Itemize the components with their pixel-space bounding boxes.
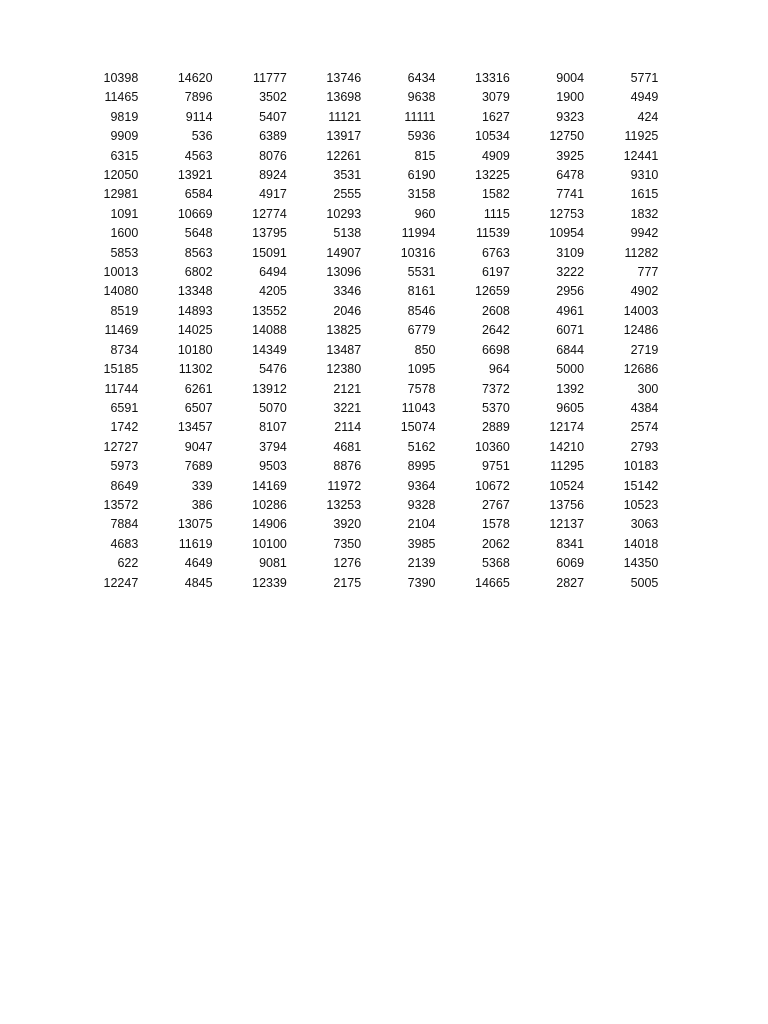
table-cell[interactable]: 11111 xyxy=(404,109,436,124)
table-row xyxy=(64,515,658,534)
table-cell[interactable]: 13825 xyxy=(326,323,362,338)
table-cell[interactable]: 2889 xyxy=(481,420,510,435)
table-cell[interactable]: 8161 xyxy=(407,284,436,299)
table-cell[interactable]: 1600 xyxy=(110,226,139,241)
table-cell[interactable]: 2139 xyxy=(407,556,436,571)
table-cell[interactable]: 9942 xyxy=(630,226,659,241)
table-cell[interactable]: 10954 xyxy=(549,226,585,241)
table-cell[interactable]: 8876 xyxy=(333,459,362,474)
table-cell[interactable]: 11744 xyxy=(104,381,139,396)
table-cell[interactable]: 11121 xyxy=(328,109,362,124)
table-cell[interactable]: 5531 xyxy=(407,265,436,280)
table-cell[interactable]: 536 xyxy=(191,129,213,144)
table-cell[interactable]: 6584 xyxy=(184,187,213,202)
table-cell[interactable]: 9114 xyxy=(185,109,213,124)
table-cell[interactable]: 13746 xyxy=(326,71,362,85)
table-cell[interactable]: 9751 xyxy=(481,459,510,474)
table-cell[interactable]: 12659 xyxy=(475,284,510,299)
table-cell[interactable]: 6591 xyxy=(110,400,139,415)
table-cell[interactable]: 10316 xyxy=(400,245,436,260)
table-cell[interactable]: 7350 xyxy=(333,536,362,551)
table-cell[interactable]: 2827 xyxy=(556,575,585,590)
table-cell[interactable]: 11295 xyxy=(550,459,585,474)
table-cell[interactable]: 8519 xyxy=(110,303,139,318)
table-cell[interactable]: 3221 xyxy=(333,400,362,415)
table-cell[interactable]: 4845 xyxy=(184,575,213,590)
table-cell[interactable]: 850 xyxy=(414,342,436,357)
table-row xyxy=(64,360,658,379)
table-cell[interactable]: 8076 xyxy=(259,148,287,163)
table-row xyxy=(64,321,658,340)
table-cell[interactable]: 11282 xyxy=(624,245,659,260)
table-row xyxy=(64,263,658,282)
table-cell[interactable]: 12380 xyxy=(326,362,362,377)
table-cell[interactable]: 386 xyxy=(191,497,213,512)
table-cell[interactable]: 6197 xyxy=(481,265,510,280)
table-cell[interactable]: 6069 xyxy=(556,556,585,571)
table-cell[interactable]: 12339 xyxy=(252,575,287,590)
table-cell[interactable]: 4902 xyxy=(630,284,659,299)
table-cell[interactable]: 14169 xyxy=(252,478,287,493)
table-cell[interactable]: 7884 xyxy=(110,517,139,532)
table-cell[interactable]: 3531 xyxy=(333,168,362,183)
table-cell[interactable]: 10672 xyxy=(475,478,510,493)
table-cell[interactable]: 9909 xyxy=(110,129,139,144)
table-cell[interactable]: 3794 xyxy=(259,439,287,454)
table-cell[interactable]: 9328 xyxy=(407,497,436,512)
table-cell[interactable]: 12753 xyxy=(549,206,585,221)
table-cell[interactable]: 11925 xyxy=(624,129,659,144)
table-row xyxy=(64,205,658,224)
table-cell[interactable]: 11465 xyxy=(104,90,139,105)
table-cell[interactable]: 6494 xyxy=(259,265,287,280)
table-cell[interactable]: 6507 xyxy=(184,400,213,415)
table-cell[interactable]: 8924 xyxy=(259,168,287,183)
table-row xyxy=(64,477,658,496)
table-cell[interactable]: 4681 xyxy=(333,439,362,454)
table-row xyxy=(64,224,658,243)
table-cell[interactable]: 14349 xyxy=(252,342,287,357)
table-cell[interactable]: 4917 xyxy=(259,187,287,202)
table-cell[interactable]: 3109 xyxy=(556,245,585,260)
table-cell[interactable]: 12686 xyxy=(623,362,659,377)
table-cell[interactable]: 12137 xyxy=(549,517,585,532)
table-cell[interactable]: 13225 xyxy=(475,168,510,183)
table-cell[interactable]: 5005 xyxy=(630,575,659,590)
table-cell[interactable]: 12050 xyxy=(103,168,139,183)
table-cell[interactable]: 13457 xyxy=(177,420,213,435)
table-cell[interactable]: 2642 xyxy=(481,323,510,338)
table-cell[interactable]: 13698 xyxy=(326,90,362,105)
table-cell[interactable]: 2175 xyxy=(333,575,362,590)
table-cell[interactable]: 11619 xyxy=(178,536,213,551)
table-cell[interactable]: 8649 xyxy=(110,478,139,493)
table-cell[interactable]: 15185 xyxy=(103,362,139,377)
table-cell[interactable]: 11043 xyxy=(401,400,436,415)
table-cell[interactable]: 14906 xyxy=(252,517,287,532)
table-cell[interactable]: 11469 xyxy=(104,323,139,338)
table-cell[interactable]: 5771 xyxy=(630,71,659,85)
table-cell[interactable]: 9503 xyxy=(259,459,287,474)
table-cell[interactable]: 6434 xyxy=(407,71,436,85)
table-cell[interactable]: 12981 xyxy=(103,187,139,202)
table-cell[interactable]: 5370 xyxy=(481,400,510,415)
table-cell[interactable]: 14025 xyxy=(177,323,213,338)
table-cell[interactable]: 9819 xyxy=(110,109,139,124)
table-cell[interactable]: 6698 xyxy=(481,342,510,357)
table-cell[interactable]: 8995 xyxy=(407,459,436,474)
table-row xyxy=(64,554,658,573)
table-cell[interactable]: 5936 xyxy=(407,129,436,144)
table-cell[interactable]: 2767 xyxy=(481,497,510,512)
table-cell[interactable]: 10669 xyxy=(177,206,213,221)
table-cell[interactable]: 3063 xyxy=(630,517,659,532)
table-cell[interactable]: 6844 xyxy=(556,342,585,357)
table-cell[interactable]: 10183 xyxy=(623,459,659,474)
table-row xyxy=(64,302,658,321)
table-cell[interactable]: 2719 xyxy=(630,342,659,357)
table-cell[interactable]: 1582 xyxy=(481,187,510,202)
table-cell[interactable]: 14665 xyxy=(475,575,510,590)
table-cell[interactable]: 3079 xyxy=(481,90,510,105)
table-cell[interactable]: 4563 xyxy=(184,148,213,163)
table-cell[interactable]: 1578 xyxy=(481,517,510,532)
table-cell[interactable]: 7741 xyxy=(556,187,585,202)
table-cell[interactable]: 9081 xyxy=(259,556,287,571)
table-cell[interactable]: 3502 xyxy=(259,90,287,105)
table-cell[interactable]: 10360 xyxy=(475,439,510,454)
table-cell[interactable]: 11539 xyxy=(475,226,510,241)
table-cell[interactable]: 5476 xyxy=(259,362,287,377)
table-cell[interactable]: 815 xyxy=(414,148,436,163)
table-cell[interactable]: 13795 xyxy=(252,226,287,241)
table-row xyxy=(64,457,658,476)
table-cell[interactable]: 4384 xyxy=(630,400,659,415)
table-cell[interactable]: 14018 xyxy=(623,536,659,551)
table-cell[interactable]: 12727 xyxy=(103,439,139,454)
table-row xyxy=(64,166,658,185)
table-cell[interactable]: 8734 xyxy=(110,342,139,357)
table-cell[interactable]: 339 xyxy=(191,478,213,493)
table-cell[interactable]: 6478 xyxy=(556,168,585,183)
table-cell[interactable]: 3920 xyxy=(333,517,362,532)
table-cell[interactable]: 3222 xyxy=(556,265,585,280)
table-cell[interactable]: 5000 xyxy=(556,362,585,377)
table-cell[interactable]: 424 xyxy=(637,109,659,124)
table-cell[interactable]: 3158 xyxy=(407,187,436,202)
table-cell[interactable]: 12247 xyxy=(103,575,139,590)
table-cell[interactable]: 7896 xyxy=(184,90,213,105)
table-cell[interactable]: 10293 xyxy=(326,206,362,221)
table-cell[interactable]: 964 xyxy=(488,362,510,377)
table-cell[interactable]: 9323 xyxy=(556,109,585,124)
table-cell[interactable]: 13917 xyxy=(326,129,362,144)
table-cell[interactable]: 5368 xyxy=(481,556,510,571)
table-cell[interactable]: 11972 xyxy=(327,478,362,493)
table-cell[interactable]: 2555 xyxy=(333,187,362,202)
table-row xyxy=(64,418,658,437)
table-cell[interactable]: 1615 xyxy=(630,187,659,202)
table-cell[interactable]: 8546 xyxy=(407,303,436,318)
table-cell[interactable]: 1095 xyxy=(407,362,436,377)
table-row xyxy=(64,438,658,457)
number-grid xyxy=(64,69,658,593)
table-cell[interactable]: 6190 xyxy=(407,168,436,183)
table-cell[interactable]: 9364 xyxy=(407,478,436,493)
table-cell[interactable]: 6389 xyxy=(259,129,287,144)
table-cell[interactable]: 13912 xyxy=(252,381,287,396)
table-cell[interactable]: 4649 xyxy=(184,556,213,571)
table-cell[interactable]: 3925 xyxy=(556,148,585,163)
table-cell[interactable]: 6779 xyxy=(407,323,436,338)
table-cell[interactable]: 300 xyxy=(637,381,659,396)
table-cell[interactable]: 14620 xyxy=(177,71,213,85)
table-row xyxy=(64,535,658,554)
table-cell[interactable]: 2114 xyxy=(334,420,362,435)
table-cell[interactable]: 9638 xyxy=(407,90,436,105)
table-cell[interactable]: 1627 xyxy=(481,109,510,124)
table-cell[interactable]: 11777 xyxy=(253,71,287,85)
table-cell[interactable]: 10180 xyxy=(177,342,213,357)
table-cell[interactable]: 2121 xyxy=(333,381,362,396)
table-cell[interactable]: 4909 xyxy=(481,148,510,163)
table-cell[interactable]: 7372 xyxy=(481,381,510,396)
table-cell[interactable]: 6802 xyxy=(184,265,213,280)
table-cell[interactable]: 5138 xyxy=(333,226,362,241)
table-cell[interactable]: 7578 xyxy=(407,381,436,396)
table-row xyxy=(64,341,658,360)
table-cell[interactable]: 1832 xyxy=(630,206,659,221)
table-cell[interactable]: 15091 xyxy=(252,245,287,260)
table-cell[interactable]: 12174 xyxy=(549,420,585,435)
table-cell[interactable]: 8341 xyxy=(556,536,585,551)
table-cell[interactable]: 14907 xyxy=(326,245,362,260)
table-row xyxy=(64,244,658,263)
table-cell[interactable]: 5973 xyxy=(110,459,139,474)
table-cell[interactable]: 12441 xyxy=(623,148,659,163)
table-cell[interactable]: 4949 xyxy=(630,90,659,105)
table-cell[interactable]: 10534 xyxy=(475,129,510,144)
table-row xyxy=(64,69,658,88)
table-cell[interactable]: 13316 xyxy=(475,71,510,85)
table-row xyxy=(64,496,658,515)
table-cell[interactable]: 2046 xyxy=(333,303,362,318)
table-cell[interactable]: 12261 xyxy=(326,148,362,163)
table-cell[interactable]: 15142 xyxy=(623,478,659,493)
table-cell[interactable]: 14080 xyxy=(103,284,139,299)
table-cell[interactable]: 4205 xyxy=(259,284,287,299)
table-row xyxy=(64,147,658,166)
table-row xyxy=(64,185,658,204)
table-cell[interactable]: 14350 xyxy=(623,556,659,571)
table-cell[interactable]: 6315 xyxy=(110,148,139,163)
number-grid-body xyxy=(64,69,658,593)
table-cell[interactable]: 1392 xyxy=(556,381,585,396)
table-cell[interactable]: 7390 xyxy=(407,575,436,590)
table-cell[interactable]: 6763 xyxy=(481,245,510,260)
table-cell[interactable]: 5070 xyxy=(259,400,287,415)
table-cell[interactable]: 6261 xyxy=(184,381,213,396)
table-cell[interactable]: 6071 xyxy=(556,323,585,338)
table-cell[interactable]: 13253 xyxy=(326,497,362,512)
table-cell[interactable]: 13096 xyxy=(326,265,362,280)
table-cell[interactable]: 11302 xyxy=(178,362,213,377)
table-cell[interactable]: 14210 xyxy=(549,439,585,454)
table-cell[interactable]: 1115 xyxy=(483,206,510,221)
table-cell[interactable]: 1742 xyxy=(110,420,139,435)
table-cell[interactable]: 9004 xyxy=(556,71,585,85)
table-cell[interactable]: 4683 xyxy=(110,536,139,551)
table-cell[interactable]: 14003 xyxy=(623,303,659,318)
table-cell[interactable]: 622 xyxy=(117,556,139,571)
table-cell[interactable]: 13921 xyxy=(177,168,213,183)
table-cell[interactable]: 14088 xyxy=(252,323,287,338)
table-cell[interactable]: 2574 xyxy=(630,420,659,435)
table-cell[interactable]: 11994 xyxy=(401,226,436,241)
table-cell[interactable]: 4961 xyxy=(556,303,585,318)
table-cell[interactable]: 1900 xyxy=(556,90,585,105)
table-cell[interactable]: 10398 xyxy=(103,71,139,85)
table-row xyxy=(64,574,658,593)
table-cell[interactable]: 9310 xyxy=(630,168,659,183)
table-cell[interactable]: 1091 xyxy=(110,206,139,221)
table-cell[interactable]: 960 xyxy=(414,206,436,221)
table-cell[interactable]: 9605 xyxy=(556,400,585,415)
table-cell[interactable]: 3985 xyxy=(407,536,436,551)
table-row xyxy=(64,108,658,127)
table-cell[interactable]: 8107 xyxy=(259,420,287,435)
table-cell[interactable]: 12774 xyxy=(252,206,287,221)
table-cell[interactable]: 12486 xyxy=(623,323,659,338)
table-cell[interactable]: 14893 xyxy=(177,303,213,318)
table-cell[interactable]: 5853 xyxy=(110,245,139,260)
table-cell[interactable]: 2104 xyxy=(407,517,436,532)
table-cell[interactable]: 15074 xyxy=(400,420,436,435)
table-cell[interactable]: 13756 xyxy=(549,497,585,512)
table-row xyxy=(64,399,658,418)
table-cell[interactable]: 7689 xyxy=(184,459,213,474)
table-row xyxy=(64,380,658,399)
table-cell[interactable]: 10100 xyxy=(252,536,287,551)
table-cell[interactable]: 5407 xyxy=(259,109,287,124)
table-cell[interactable]: 13348 xyxy=(177,284,213,299)
table-cell[interactable]: 2608 xyxy=(481,303,510,318)
table-cell[interactable]: 2062 xyxy=(481,536,510,551)
table-cell[interactable]: 3346 xyxy=(333,284,362,299)
table-row xyxy=(64,282,658,301)
table-cell[interactable]: 2956 xyxy=(556,284,585,299)
table-cell[interactable]: 13572 xyxy=(103,497,139,512)
table-cell[interactable]: 12750 xyxy=(549,129,585,144)
table-cell[interactable]: 2793 xyxy=(630,439,659,454)
table-row xyxy=(64,88,658,107)
table-cell[interactable]: 10286 xyxy=(252,497,287,512)
table-row xyxy=(64,127,658,146)
table-cell[interactable]: 13552 xyxy=(252,303,287,318)
table-cell[interactable]: 9047 xyxy=(184,439,213,454)
table-cell[interactable]: 10524 xyxy=(549,478,585,493)
table-cell[interactable]: 777 xyxy=(637,265,659,280)
table-cell[interactable]: 13487 xyxy=(326,342,362,357)
table-cell[interactable]: 5648 xyxy=(184,226,213,241)
table-cell[interactable]: 13075 xyxy=(177,517,213,532)
table-cell[interactable]: 8563 xyxy=(184,245,213,260)
table-cell[interactable]: 10013 xyxy=(103,265,139,280)
table-cell[interactable]: 1276 xyxy=(333,556,362,571)
table-cell[interactable]: 5162 xyxy=(407,439,436,454)
table-cell[interactable]: 10523 xyxy=(623,497,659,512)
